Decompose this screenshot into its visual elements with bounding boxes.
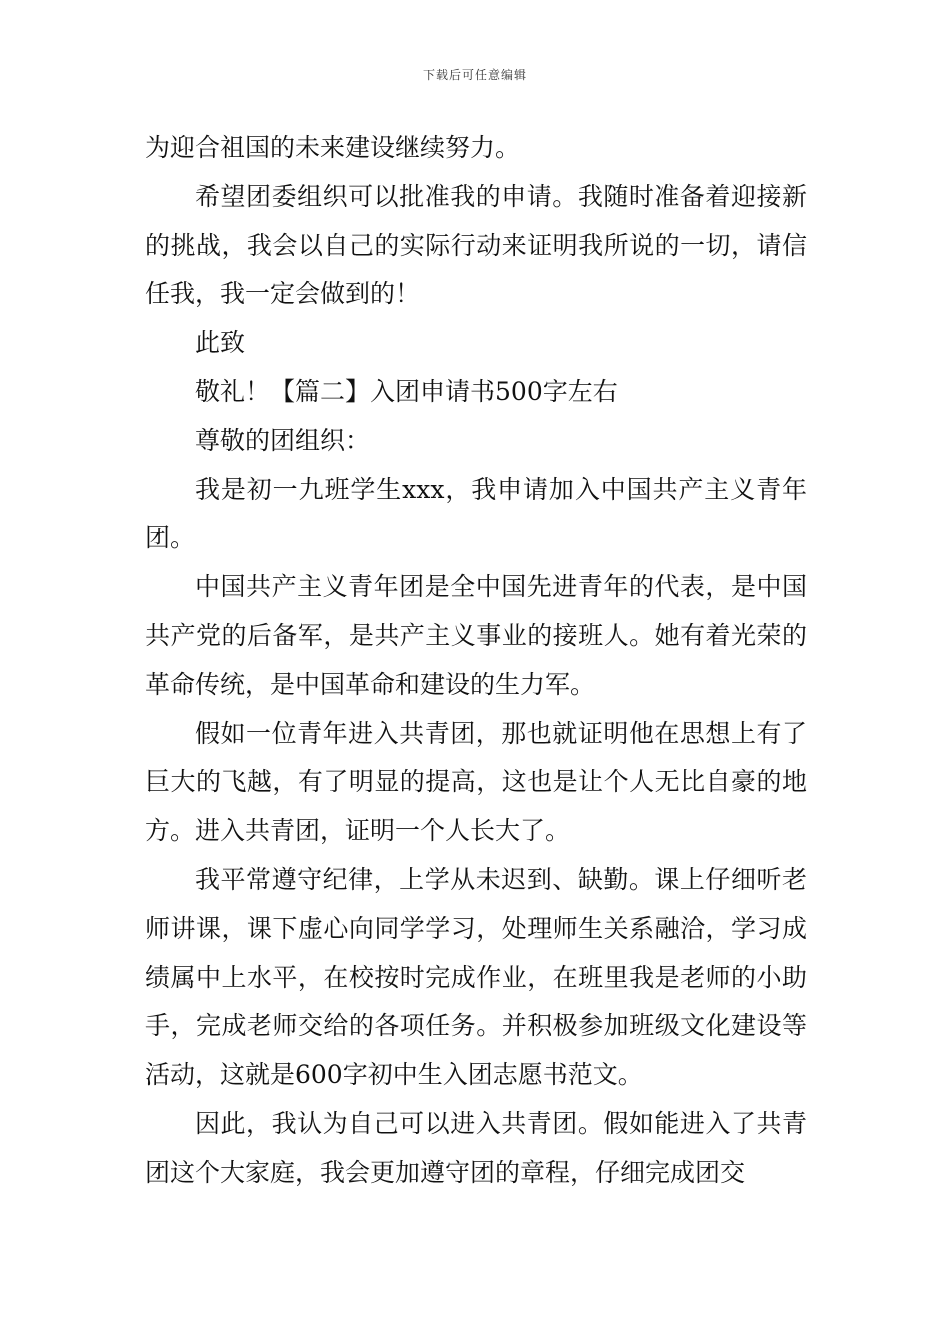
- paragraph-joining-meaning: 假如一位青年进入共青团，那也就证明他在思想上有了巨大的飞越，有了明显的提高，这也是让个人无比自豪的地方。进入共青团，证明一个人长大了。: [145, 718, 807, 846]
- document-body: [145, 124, 807, 1198]
- paragraph-continuation: 为迎合祖国的未来建设继续努力。: [145, 133, 521, 162]
- paragraph-hope: 希望团委组织可以批准我的申请。我随时准备着迎接新的挑战，我会以自己的实际行动来证明我所说的一切，请信任我，我一定会做到的！: [145, 181, 807, 309]
- paragraph-league-description: 中国共产主义青年团是全中国先进青年的代表，是中国共产党的后备军，是共产主义事业的接班人。她有着光荣的革命传统，是中国革命和建设的生力军。: [145, 572, 807, 699]
- paragraph-greeting: 尊敬的团组织：: [195, 425, 371, 455]
- paragraph-self-evaluation: 我平常遵守纪律，上学从未迟到、缺勤。课上仔细听老师讲课，课下虚心向同学学习，处理师生关系融洽，学习成绩属中上水平，在校按时完成作业，在班里我是老师的小助手，完成老师交给的各项任务。并积极参加班级文化建设等活动，这就是600字初中生入团志愿书范文。: [145, 864, 807, 1090]
- paragraph-closing-salutation: 此致: [195, 328, 246, 358]
- header-note: 下载后可任意编辑: [422, 68, 527, 82]
- paragraph-regards-and-section-title: 敬礼！【篇二】入团申请书500字左右: [195, 376, 618, 406]
- paragraph-introduction: 我是初一九班学生xxx，我申请加入中国共产主义青年团。: [145, 474, 807, 553]
- paragraph-conclusion: 因此，我认为自己可以进入共青团。假如能进入了共青团这个大家庭，我会更加遵守团的章程，仔细完成团交: [145, 1108, 807, 1187]
